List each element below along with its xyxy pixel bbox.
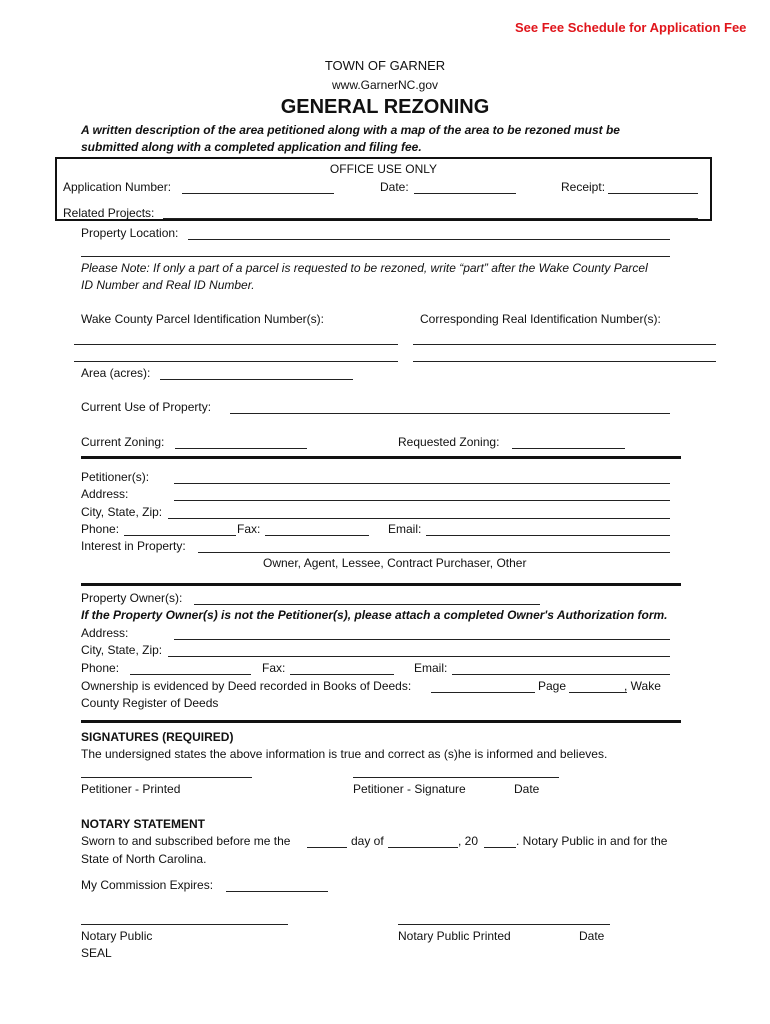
notary-printed-field[interactable] xyxy=(398,924,610,925)
interest-field[interactable] xyxy=(198,552,670,553)
section-divider-2 xyxy=(81,583,681,586)
petitioner-address-field[interactable] xyxy=(174,500,670,501)
deed-page-field[interactable] xyxy=(569,692,627,693)
owners-field[interactable] xyxy=(194,604,540,605)
instructions-line-1: A written description of the area petitioned along with a map of the area to be rezoned must be xyxy=(81,123,620,137)
signatures-heading: SIGNATURES (REQUIRED) xyxy=(81,730,234,744)
real-id-label: Corresponding Real Identification Number(s): xyxy=(420,312,661,326)
application-number-field[interactable] xyxy=(182,193,334,194)
owner-fax-label: Fax: xyxy=(262,661,286,675)
petitioner-email-label: Email: xyxy=(388,522,422,536)
register-of-deeds-label: County Register of Deeds xyxy=(81,696,219,710)
property-location-label: Property Location: xyxy=(81,226,179,240)
deed-book-field[interactable] xyxy=(431,692,535,693)
current-zoning-field[interactable] xyxy=(175,448,307,449)
interest-label: Interest in Property: xyxy=(81,539,186,553)
authorization-note: If the Property Owner(s) is not the Petitioner(s), please attach a completed Owner's Authorization form. xyxy=(81,608,668,622)
owner-email-label: Email: xyxy=(414,661,448,675)
current-use-label: Current Use of Property: xyxy=(81,400,212,414)
parcel-id-label: Wake County Parcel Identification Number(s): xyxy=(81,312,324,326)
sworn-text-c: , 20 xyxy=(458,834,479,848)
real-id-field-2[interactable] xyxy=(413,361,716,362)
requested-zoning-label: Requested Zoning: xyxy=(398,435,500,449)
area-label: Area (acres): xyxy=(81,366,151,380)
sworn-text-a: Sworn to and subscribed before me the xyxy=(81,834,291,848)
owner-address-label: Address: xyxy=(81,626,129,640)
deed-wake-label: , Wake xyxy=(624,679,661,693)
related-projects-field[interactable] xyxy=(163,218,698,219)
interest-options: Owner, Agent, Lessee, Contract Purchaser, Other xyxy=(263,556,527,570)
receipt-field[interactable] xyxy=(608,193,698,194)
commission-label: My Commission Expires: xyxy=(81,878,214,892)
parcel-id-field-2[interactable] xyxy=(74,361,398,362)
owner-email-field[interactable] xyxy=(452,674,670,675)
commission-field[interactable] xyxy=(226,891,328,892)
petitioner-city-label: City, State, Zip: xyxy=(81,505,163,519)
petitioner-date-label: Date xyxy=(514,782,540,796)
office-date-field[interactable] xyxy=(414,193,516,194)
petitioner-signature-field[interactable] xyxy=(353,777,559,778)
fee-schedule-note: See Fee Schedule for Application Fee xyxy=(515,20,747,35)
town-website[interactable]: www.GarnerNC.gov xyxy=(331,78,439,92)
parcel-note-line-2: ID Number and Real ID Number. xyxy=(81,278,255,292)
owner-address-field[interactable] xyxy=(174,639,670,640)
real-id-field-1[interactable] xyxy=(413,344,716,345)
state-line: State of North Carolina. xyxy=(81,852,207,866)
property-location-field[interactable] xyxy=(188,239,670,240)
instructions-line-2: submitted along with a completed application and filing fee. xyxy=(81,140,422,154)
current-zoning-label: Current Zoning: xyxy=(81,435,165,449)
petitioner-printed-field[interactable] xyxy=(81,777,252,778)
owner-city-label: City, State, Zip: xyxy=(81,643,163,657)
property-location-field-2[interactable] xyxy=(81,256,670,257)
petitioner-fax-label: Fax: xyxy=(237,522,261,536)
town-name: TOWN OF GARNER xyxy=(324,58,446,73)
owner-phone-field[interactable] xyxy=(130,674,251,675)
notary-public-label: Notary Public xyxy=(81,929,153,943)
page-title: GENERAL REZONING xyxy=(280,96,490,118)
sworn-year-field[interactable] xyxy=(484,847,516,848)
owner-city-field[interactable] xyxy=(168,656,670,657)
office-use-heading: OFFICE USE ONLY xyxy=(329,162,438,176)
owner-fax-field[interactable] xyxy=(290,674,394,675)
petitioner-signature-label: Petitioner - Signature xyxy=(353,782,466,796)
petitioner-printed-label: Petitioner - Printed xyxy=(81,782,181,796)
petitioners-field[interactable] xyxy=(174,483,670,484)
parcel-id-field-1[interactable] xyxy=(74,344,398,345)
office-date-label: Date: xyxy=(380,180,409,194)
petitioner-phone-field[interactable] xyxy=(124,535,236,536)
deed-page-label: Page xyxy=(538,679,567,693)
notary-heading: NOTARY STATEMENT xyxy=(81,817,205,831)
sworn-day-field[interactable] xyxy=(307,847,347,848)
seal-label: SEAL xyxy=(81,946,112,960)
sworn-month-field[interactable] xyxy=(388,847,458,848)
petitioner-city-field[interactable] xyxy=(168,518,670,519)
signatures-statement: The undersigned states the above information is true and correct as (s)he is informed and believes. xyxy=(81,747,608,761)
parcel-note-line-1: Please Note: If only a part of a parcel is requested to be rezoned, write “part” after the Wake County Parcel xyxy=(81,261,648,275)
current-use-field[interactable] xyxy=(230,413,670,414)
sworn-text-b: day of xyxy=(351,834,384,848)
notary-printed-label: Notary Public Printed xyxy=(398,929,511,943)
section-divider-3 xyxy=(81,720,681,723)
petitioner-address-label: Address: xyxy=(81,487,129,501)
owners-label: Property Owner(s): xyxy=(81,591,183,605)
section-divider-1 xyxy=(81,456,681,459)
related-projects-label: Related Projects: xyxy=(63,206,155,220)
petitioner-phone-label: Phone: xyxy=(81,522,120,536)
requested-zoning-field[interactable] xyxy=(512,448,625,449)
petitioner-fax-field[interactable] xyxy=(265,535,369,536)
petitioners-label: Petitioner(s): xyxy=(81,470,150,484)
application-number-label: Application Number: xyxy=(63,180,172,194)
area-field[interactable] xyxy=(160,379,353,380)
receipt-label: Receipt: xyxy=(561,180,606,194)
notary-date-label: Date xyxy=(579,929,605,943)
petitioner-email-field[interactable] xyxy=(426,535,670,536)
deed-label: Ownership is evidenced by Deed recorded in Books of Deeds: xyxy=(81,679,412,693)
owner-phone-label: Phone: xyxy=(81,661,120,675)
sworn-text-d: . Notary Public in and for the xyxy=(516,834,668,848)
notary-signature-field[interactable] xyxy=(81,924,288,925)
